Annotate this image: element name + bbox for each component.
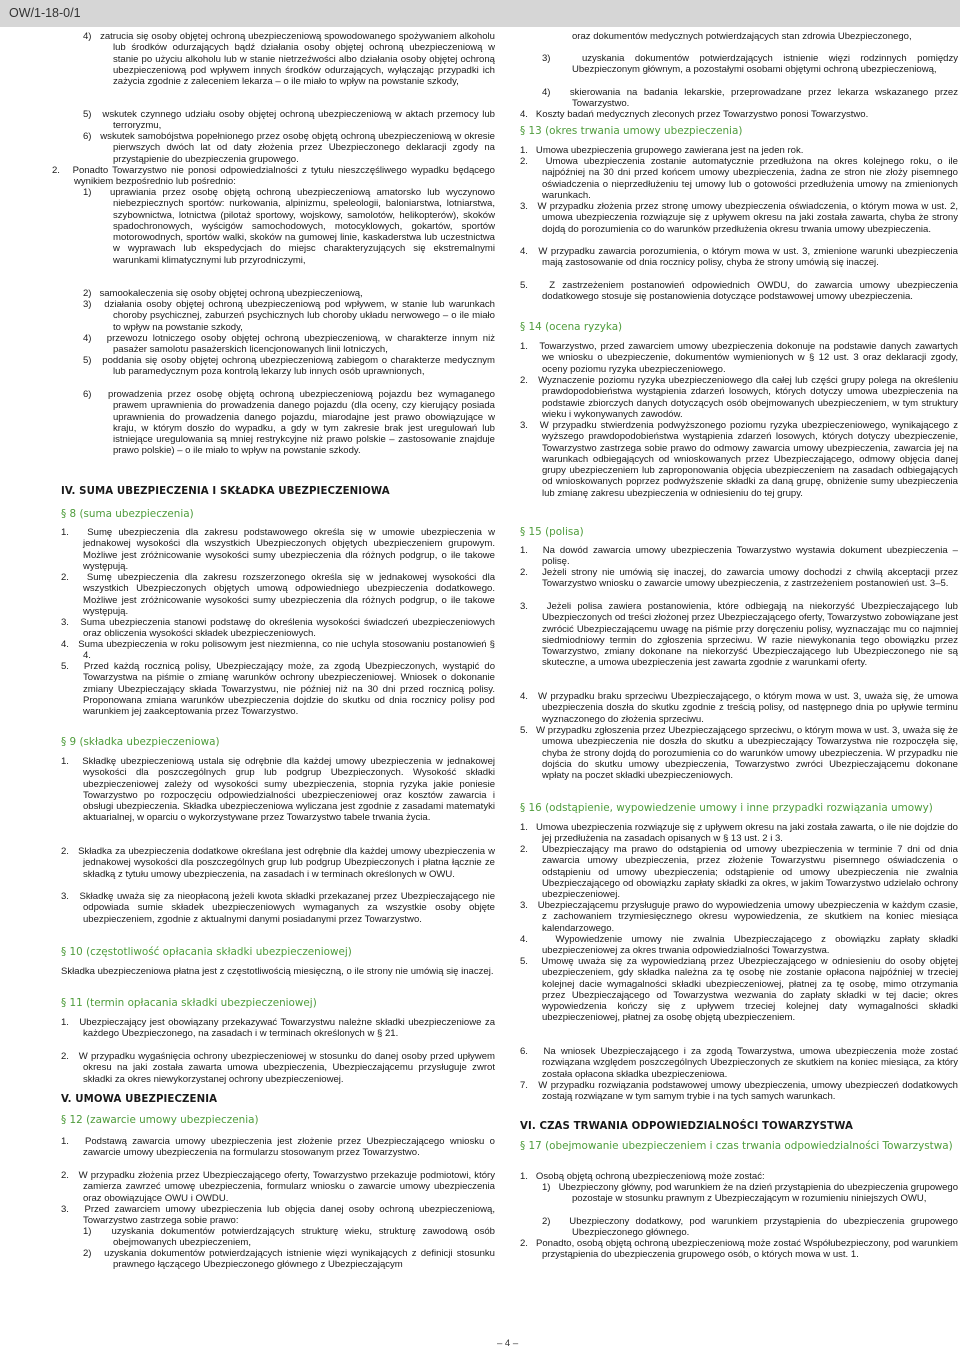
clause-paragraph: 3. Składkę uważa się za nieopłaconą jeżeli kwota składki przekazanej przez Ubezpieczającego nie odpowiada sumie składek ubezpieczeniowych wymaganych za wszystkie osoby objęte ubezpieczeniem, zgodnie z aktualnymi danymi posiadanymi przez Towarzystwo. [61,891,495,925]
clause-paragraph: 2. Sumę ubezpieczenia dla zakresu rozszerzonego określa się w jednakowej wysokości dla wszystkich Ubezpieczonych objętych umową odpowiedniego ubezpieczenia dodatkowego. Możliwe jest zróżnicowanie wysokości sumy ubezpieczenia dla różnych podgrup, o ile takowe występują. [61,572,495,617]
clause-paragraph: 7. W przypadku rozwiązania podstawowej umowy ubezpieczenia, umowy ubezpieczeń dodatkowych zostają rozwiązane w tym samym trybie i na tych samych warunkach. [520,1080,958,1103]
paragraph-title: (termin opłacania składki ubezpieczeniowej) [86,997,317,1009]
clause-item: 3) uzyskania dokumentów potwierdzających istnienie więzi rodzinnych pomiędzy Ubezpieczonym głównym, a pozostałymi osobami objętymi ochroną ubezpieczeniową, [542,53,958,76]
exclusion-item: 1) uprawiania przez osobę objętą ochroną ubezpieczeniową amatorsko lub wyczynowo niebezpiecznych sportów: nurkowania, alpinizmu, speleologii, baloniarstwa, lotniarstwa, szybownictwa, lotnictwa (pilotaż sportowy, wojskowy, samolotów, helikopterów), skoków spadochronowych, wyścigów samochodowych, motocyklowych, gokartów, sportów motorowodnych, sportów walki, skoków na gumowej linie, kaskaderstwa lub uczestnictwa w wyprawach lub ekspedycjach do miejsc charakteryzujących się ekstremalnymi warunkami klimatycznymi lub przyrodniczymi, [83,187,495,266]
paragraph-heading [61,737,495,756]
paragraph-number: 14 [528,321,542,333]
clause-item-continued: oraz dokumentów medycznych potwierdzających stan zdrowia Ubezpieczonego, [572,31,912,42]
exclusion-item: 6) prowadzenia przez osobę objętą ochroną ubezpieczeniową pojazdu bez wymaganego prawem uprawnienia do prowadzenia danego pojazdu (dla oceny, czy kierujący posiada uprawnienia do prowadzenia danego pojazdu, miarodajne jest prawo obowiązujące w kraju, w którym doszło do wypadku, a gdy w tym zakresie brak jest uregulowań lub istniejące uregulowania są mniej restrykcyjne niż prawo polskie – zastosowanie znajduje prawo polskie) – o ile miało to wpływ na powstanie szkody. [83,389,495,457]
clause-paragraph: 3. Ubezpieczającemu przysługuje prawo do wypowiedzenia umowy ubezpieczenia w każdym czasie, z zachowaniem trzymiesięcznego okresu wypowiedzenia, ze skutkiem na koniec miesiąca kalendarzowego. [520,900,958,934]
clause-paragraph: 4. W przypadku zawarcia porozumienia, o którym mowa w ust. 3, zmienione warunki ubezpieczenia mają zastosowanie od dnia rocznicy polisy, chyba że strony umówią się inaczej. [520,246,958,269]
clause-paragraph: 5. W przypadku zgłoszenia przez Ubezpieczającego sprzeciwu, o którym mowa w ust. 3, uważa się że umowa ubezpieczenia nie doszła do skutku a ubezpieczający Towarzystwa nie rozpoczęła się, chyba że strony dojdą do porozumienia co do warunków umowy ubezpieczenia. W przypadku nie dojścia do skutku umowy ubezpieczenia, Towarzystwo zwróci Ubezpieczającemu dokonane wpłaty na poczet składki ubezpieczeniowych. [520,725,958,781]
clause-paragraph: 5. Umowę uważa się za wypowiedzianą przez Ubezpieczającego w odniesieniu do osoby objętej ubezpieczeniem, gdy składka należna za tę osobę nie zostanie opłacona najpóźniej w trzeciej kolejnej dacie wymagalności składki ubezpieczeniowej, płatnej za tę osobę, mimo otrzymania przez Ubezpieczającego od Towarzystwa wezwania do zapłaty składki w tej dacie; okres wypowiedzenia kończy się z upływem trzeciej kolejnej daty wymagalności składki ubezpieczeniowej, płatnej za osobę objętą ubezpieczeniem. [520,956,958,1024]
clause-paragraph: 2. W przypadku wygaśnięcia ochrony ubezpieczeniowej w stosunku do danej osoby przed upływem okresu na jaki została zawarta umowa ubezpieczenia, Ubezpieczającemu przysługuje zwrot składki za okres niewykorzystanej ochrony ubezpieczeniowej. [61,1051,495,1085]
paragraph-number: 12 [69,1114,83,1126]
paragraph-heading [520,322,958,341]
section-sign-icon: § [61,946,67,958]
paragraph-number: 17 [528,1140,542,1152]
paragraph-title: (suma ubezpieczenia) [79,508,194,520]
exclusion-item: 2) samookaleczenia się osoby objętej ochroną ubezpieczeniową, [83,288,363,299]
exclusion-item: 6) wskutek samobójstwa popełnionego przez osobę objętą ochroną ubezpieczeniową w okresie pierwszych dwóch lat od daty złożenia przez Ubezpieczonego deklaracji zgody na przystąpienie do ubezpieczenia grupowego. [83,131,495,165]
exclusion-item: 5) poddania się osoby objętej ochroną ubezpieczeniową zabiegom o charakterze medycznym lub paramedycznym poza kontrolą lekarzy lub innych osób uprawnionych, [83,355,495,378]
paragraph-title: (polisa) [545,526,584,538]
paragraph-heading [520,527,958,545]
exclusion-item: 4) przewozu lotniczego osoby objętej ochroną ubezpieczeniową, w charakterze innym niż pasażer samolotu pasażerskich licencjonowanych linii lotniczych, [83,333,495,356]
clause-paragraph: 3. W przypadku złożenia przez stronę umowy ubezpieczenia oświadczenia, o którym mowa w ust. 2, umowa ubezpieczenia rozwiązuje się z upływem okresu na jaki została zawarta, chyba że strony dojdą do porozumienia co do warunków przedłużenia okresu trwania umowy ubezpieczenia. [520,201,958,235]
clause-paragraph: 1. Osobą objętą ochroną ubezpieczeniową może zostać: [520,1171,765,1182]
section-heading: V. UMOWA UBEZPIECZENIA [61,1094,218,1105]
section-sign-icon: § [520,1140,526,1152]
clause-paragraph: 2. Ubezpieczający ma prawo do odstąpienia od umowy ubezpieczenia w terminie 7 dni od dnia zawarcia umowy ubezpieczenia, przez złożenie Towarzystwu pisemnego oświadczenia o odstąpieniu od umowy ubezpieczenia; odstąpienie od umowy ubezpieczenia nie zwalnia Ubezpieczającego od obowiązku zapłaty składki za okres, w jakim Towarzystwo udzielało ochrony ubezpieczeniowej. [520,844,958,900]
clause-paragraph: 2. Ponadto, osobą objętą ochroną ubezpieczeniową może zostać Współubezpieczony, pod warunkiem przystąpienia do ubezpieczenia grupowego osób, o których mowa w ust. 1. [520,1238,958,1261]
paragraph-title: (zawarcie umowy ubezpieczenia) [86,1114,259,1126]
paragraph-heading [61,947,495,966]
paragraph-title: (odstąpienie, wypowiedzenie umowy i inne przypadki rozwiązania umowy) [545,802,933,814]
clause-paragraph: 3. Jeżeli polisa zawiera postanowienia, które odbiegają na niekorzyść Ubezpieczającego lub Ubezpieczonych od treści złożonej przez Ubezpieczającego oferty, Towarzystwo zobowiązane jest zwrócić Ubezpieczającemu uwagę na piśmie przy doręczeniu polisy, wyznaczając mu co najmniej siedmiodniowy termin do zgłoszenia sprzeciwu. W razie niewykonania tego obowiązku przez Towarzystwo, zmiany dokonane na niekorzyść Ubezpieczającego lub Ubezpieczonego nie są skuteczne, a umowa ubezpieczenia jest zawarta zgodnie z warunkami oferty. [520,601,958,669]
page-number: – 4 – [497,1338,519,1349]
section-sign-icon: § [520,526,526,538]
exclusion-item: 5) wskutek czynnego udziału osoby objętej ochroną ubezpieczeniową w aktach przemocy lub terroryzmu, [83,109,495,132]
paragraph-title: (składka ubezpieczeniowa) [79,736,220,748]
section-sign-icon: § [61,1114,67,1126]
section-sign-icon: § [61,736,67,748]
clause-item: 2) uzyskania dokumentów potwierdzających istnienie więzi wynikających z definicji stosunku prawnego łączącego Ubezpieczonego głównego z Ubezpieczającym [83,1248,495,1271]
clause-paragraph: 3. Przed zawarciem umowy ubezpieczenia lub objęcia danej osoby ochroną ubezpieczeniową, Towarzystwo zastrzega sobie prawo: [61,1204,495,1227]
clause-paragraph: 1. Podstawą zawarcia umowy ubezpieczenia jest złożenie przez Ubezpieczającego wniosku o zawarcie umowy ubezpieczenia na formularzu stosowanym przez Towarzystwo. [61,1136,495,1159]
section-sign-icon: § [520,125,526,137]
clause-paragraph: 4. Suma ubezpieczenia w roku polisowym jest niezmienna, co nie uchyla stosowaniu postanowień § 4. [61,639,495,662]
section-sign-icon: § [61,997,67,1009]
clause-item: 4) skierowania na badania lekarskie, przeprowadzane przez lekarza wskazanego przez Towarzystwo. [542,87,958,110]
clause-paragraph: 2. Wyznaczenie poziomu ryzyka ubezpieczeniowego dla całej lub części grupy polega na określeniu prawdopodobieństwa wystąpienia zdarzeń losowych, których dotyczy umowa ubezpieczenia na podstawie zbiorczych danych dotyczących osób obejmowanych ubezpieczeniem, w tym struktury wieku i wykonywanych zawodów. [520,375,958,420]
paragraph-title: (okres trwania umowy ubezpieczenia) [545,125,743,137]
paragraph-heading [520,126,958,145]
clause-paragraph: 5. Przed każdą rocznicą polisy, Ubezpieczający może, za zgodą Ubezpieczonych, wystąpić do Towarzystwa na piśmie o zmianę warunków ochrony ubezpieczeniowej. Wniosek o dokonanie zmiany Ubezpieczający składa Towarzystwu, nie później niż na 30 dni przed rocznicą polisy. Proponowana zmiana warunków ubezpieczenia dojdzie do skutku od dnia rocznicy polisy pod warunkiem jej zaakceptowania przez Towarzystwo. [61,661,495,717]
clause-paragraph: 4. Wypowiedzenie umowy nie zwalnia Ubezpieczającego z obowiązku zapłaty składki ubezpieczeniowej za okres trwania odpowiedzialności Towarzystwa. [520,934,958,957]
clause-paragraph: 6. Na wniosek Ubezpieczającego i za zgodą Towarzystwa, umowa ubezpieczenia może zostać rozwiązana względem poszczególnych Ubezpieczonych ze skutkiem na koniec miesiąca, za który została opłacona składka ubezpieczeniowa. [520,1046,958,1080]
left-column [52,31,495,1271]
paragraph-number: 8 [69,508,77,520]
paragraph-title: (ocena ryzyka) [545,321,623,333]
clause-paragraph: 1. Na dowód zawarcia umowy ubezpieczenia Towarzystwo wystawia dokument ubezpieczenia – polisę. [520,545,958,568]
clause-paragraph: 2. Jeżeli strony nie umówią się inaczej, do zawarcia umowy dochodzi z chwilą akceptacji przez Towarzystwo wniosku o zawarcie umowy ubezpieczenia, z zastrzeżeniem postanowień ust. 3–5. [520,567,958,590]
paragraph-title: (obejmowanie ubezpieczeniem i czas trwania odpowiedzialności Towarzystwa) [545,1140,953,1152]
clause-paragraph: Składka ubezpieczeniowa płatna jest z częstotliwością miesięczną, o ile strony nie umówią się inaczej. [61,966,494,977]
paragraph-number: 10 [69,946,83,958]
clause-paragraph: 3. Suma ubezpieczenia stanowi podstawę do określenia wysokości świadczeń ubezpieczeniowych oraz obliczenia wysokości składek ubezpieczeniowych. [61,617,495,640]
paragraph-heading [61,998,495,1017]
clause-paragraph: 2. Umowa ubezpieczenia zostanie automatycznie przedłużona na okres kolejnego roku, o ile najpóźniej na 30 dni przed końcem umowy ubezpieczenia, żadna ze stron nie złoży pisemnego oświadczenia o nieprzedłużeniu tej umowy lub o gotowości przedłużenia umowy na zmienionych warunkach. [520,156,958,201]
paragraph-number: 11 [69,997,83,1009]
clause-paragraph: 3. W przypadku stwierdzenia podwyższonego poziomu ryzyka ubezpieczeniowego, wynikającego z wyższego prawdopodobieństwa wystąpienia zdarzeń losowych, których dotyczy ubezpieczenie, Towarzystwo zastrzega sobie prawo do odmowy zawarcia umowy ubezpieczenia, zawarcia jej na warunkach odbiegających od wnioskowanych przez Ubezpieczającego, odmowy objęcia danej grupy ubezpieczeniem lub zaproponowania objęcia ubezpieczeniem na zasadach odbiegających od wnioskowanych poprzez podwyższenie składki za daną grupę, obniżenie sumy ubezpieczenia lub zmianę zakresu ubezpieczenia w odniesieniu do tej grupy. [520,420,958,499]
paragraph-number: 15 [528,526,542,538]
section-heading: VI. CZAS TRWANIA ODPOWIEDZIALNOŚCI TOWARZYSTWA [520,1121,853,1132]
clause-item: 1) Ubezpieczony główny, pod warunkiem że na dzień przystąpienia do ubezpieczenia grupowego pozostaje w stosunku prawnym z Ubezpieczającym w rozumieniu niniejszych OWU, [542,1182,958,1205]
section-heading: IV. SUMA UBEZPIECZENIA I SKŁADKA UBEZPIECZENIOWA [61,486,390,497]
paragraph-title: (częstotliwość opłacania składki ubezpieczeniowej) [86,946,352,958]
section-sign-icon: § [520,802,526,814]
clause-item: 2) Ubezpieczony dodatkowy, pod warunkiem przystąpienia do ubezpieczenia grupowego Ubezpieczonego głównego. [542,1216,958,1239]
clause-paragraph: 2. Składka za ubezpieczenia dodatkowe określana jest odrębnie dla każdej umowy ubezpieczenia w jednakowej wysokości dla poszczególnych grup lub podgrup Ubezpieczonych i płatna łącznie ze składką z tytułu umowy ubezpieczenia, na zasadach i w terminach określonych w OWU. [61,846,495,880]
clause-paragraph: 1. Składkę ubezpieczeniową ustala się odrębnie dla każdej umowy ubezpieczenia w jednakowej wysokości dla poszczególnych grup lub podgrup Ubezpieczonych. Wysokość składki ubezpieczeniowej zależy od wysokości sumy ubezpieczenia, stopnia ryzyka jakie poniesie Towarzystwo po rozpoczęciu odpowiedzialności ubezpieczeniowej oraz kosztów zawarcia i obsługi ubezpieczenia. Składka ubezpieczeniowa wyliczana jest zgodnie z zasadami matematyki aktuarialnej, w oparciu o wykorzystywane przez Towarzystwo tabele trwania życia. [61,756,495,824]
paragraph-heading [61,509,495,527]
clause-paragraph: 4. Koszty badań medycznych zleconych przez Towarzystwo ponosi Towarzystwo. [520,109,869,120]
paragraph-heading [520,1140,958,1171]
exclusion-item: 4) zatrucia się osoby objętej ochroną ubezpieczeniową spowodowanego spożywaniem alkoholu lub środków odurzających bądź działania osoby objętej ochroną ubezpieczeniową w stanie po użyciu alkoholu lub w stanie nietrzeźwości albo działania osoby objętej ochroną ubezpieczeniową pod wpływem innych środków odurzających, wyłączając przypadki ich zażycia zgodnie z zaleceniem lekarza – o ile miało to wpływ na powstanie szkody, [83,31,495,87]
paragraph-heading [61,1115,495,1136]
clause-paragraph: 1. Ubezpieczający jest obowiązany przekazywać Towarzystwu należne składki ubezpieczeniowe za każdego Ubezpieczonego, na zasadach i w terminach określonych w § 21. [61,1017,495,1040]
clause-paragraph: 1. Towarzystwo, przed zawarciem umowy ubezpieczenia dokonuje na podstawie danych zawartych we wniosku o ubezpieczenie, dokumentów wymienionych w § 12 ust. 3 oraz deklaracji zgody, oceny poziomu ryzyka ubezpieczeniowego. [520,341,958,375]
clause-paragraph: 2. Ponadto Towarzystwo nie ponosi odpowiedzialności z tytułu nieszczęśliwego wypadku będącego wynikiem bezpośrednio lub pośrednio: [52,165,495,188]
clause-paragraph: 1. Umowa ubezpieczenia grupowego zawierana jest na jeden rok. [520,145,804,156]
paragraph-number: 9 [69,736,77,748]
clause-paragraph: 4. W przypadku braku sprzeciwu Ubezpieczającego, o którym mowa w ust. 3, uważa się, że umowa ubezpieczenia doszła do skutku zgodnie z treścią polisy, od następnego dnia po upływie terminu wyznaczonego do złożenia sprzeciwu. [520,691,958,725]
paragraph-number: 16 [528,802,542,814]
paragraph-heading [520,803,958,822]
clause-paragraph: 1. Umowa ubezpieczenia rozwiązuje się z upływem okresu na jaki została zawarta, o ile nie dojdzie do jej przedłużenia na zasadach opisanych w § 13 ust. 2 i 3. [520,822,958,845]
clause-paragraph: 5. Z zastrzeżeniem postanowień odpowiednich OWDU, do zawarcia umowy ubezpieczenia dodatkowego stosuje się postanowienia dotyczące podstawowej umowy ubezpieczenia. [520,280,958,303]
section-sign-icon: § [520,321,526,333]
document-id: OW/1-18-0/1 [9,6,81,20]
clause-paragraph: 1. Sumę ubezpieczenia dla zakresu podstawowego określa się w umowie ubezpieczenia w jednakowej wysokości dla wszystkich Ubezpieczonych objętych ubezpieczeniem grupowym. Możliwe jest zróżnicowanie wysokości sumy ubezpieczenia dla różnych podgrup, o ile takowe występują. [61,527,495,572]
exclusion-item: 3) działania osoby objętej ochroną ubezpieczeniową pod wpływem, w stanie lub warunkach choroby psychicznej, zaburzeń psychicznych lub choroby układu nerwowego – o ile miało to wpływ na powstanie szkody, [83,299,495,333]
clause-item: 1) uzyskania dokumentów potwierdzających strukturę wieku, strukturę zawodową osób obejmowanych ubezpieczeniem, [83,1226,495,1249]
right-column [520,31,958,1272]
section-sign-icon: § [61,508,67,520]
paragraph-number: 13 [528,125,542,137]
clause-paragraph: 2. W przypadku złożenia przez Ubezpieczającego oferty, Towarzystwo przekazuje podmiotowi, który zamierza zawrzeć umowę ubezpieczenia, formularz wniosku o zawarcie umowy ubezpieczenia oraz obowiązujące OWU i OWDU. [61,1170,495,1204]
header-bar [0,0,960,27]
